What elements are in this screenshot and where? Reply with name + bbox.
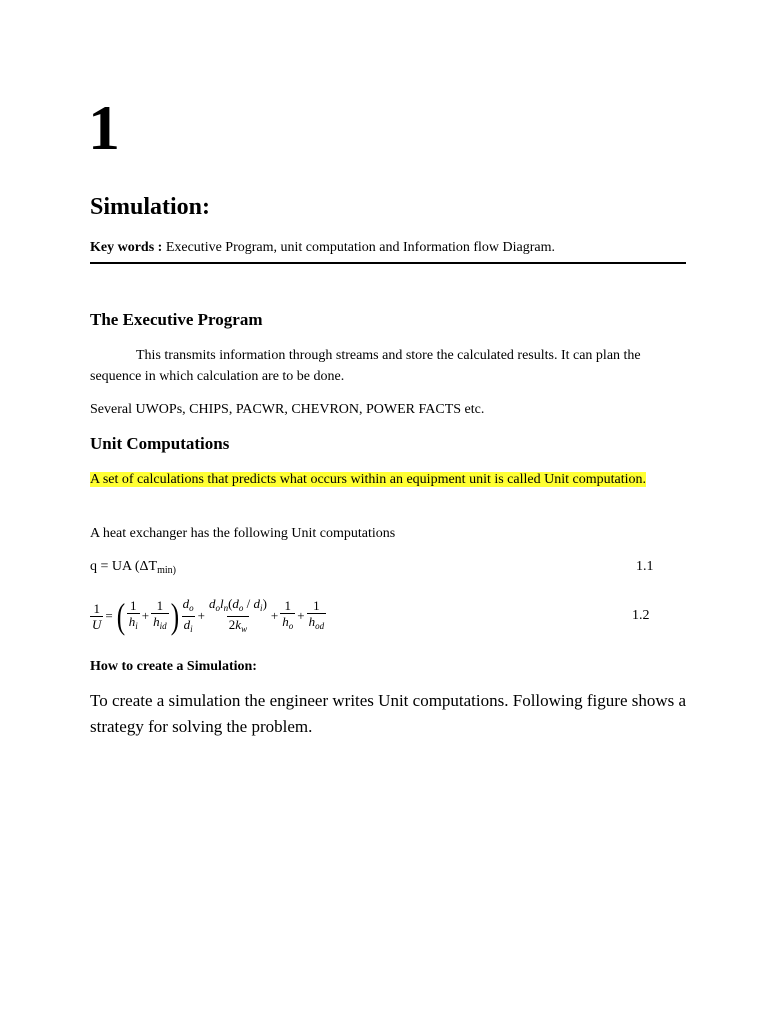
howto-paragraph: To create a simulation the engineer writes Unit computations. Following figure shows a strategy for solving the problem. bbox=[90, 691, 687, 736]
frac-do-over-di: $\frac{d_o}{d_i}$ bbox=[181, 596, 196, 637]
eq1-lhs: q = UA (ΔT bbox=[90, 559, 158, 574]
frac-log-term: $\frac{d_ol_n(d_o / d_i)}{2k_w}$ bbox=[207, 596, 269, 637]
executive-paragraph: This transmits information through streams and store the calculated results. It can plan the sequence in which calculation are to be done. bbox=[90, 348, 641, 384]
heat-exchanger-intro: A heat exchanger has the following Unit computations bbox=[90, 526, 396, 541]
section-heading-executive: The Executive Program bbox=[90, 310, 263, 329]
frac-1-over-hid: $\frac{1}{h_{id}}$ bbox=[151, 598, 169, 634]
frac-1-over-hod: $\frac{1}{h_{od}}$ bbox=[307, 598, 327, 634]
equation-number-1-2: 1.2 bbox=[632, 608, 650, 623]
executive-examples: Several UWOPs, CHIPS, PACWR, CHEVRON, POWER FACTS etc. bbox=[90, 402, 485, 417]
keywords-label: Key words : bbox=[90, 240, 163, 255]
horizontal-rule bbox=[90, 262, 686, 264]
chapter-number: 1 bbox=[88, 92, 120, 163]
frac-1-over-ho: $\frac{1}{h_o}$ bbox=[280, 598, 295, 634]
highlighted-definition bbox=[90, 469, 650, 490]
frac-1-over-U: $\frac{1}{U}$ bbox=[92, 600, 102, 632]
section-heading-unit: Unit Computations bbox=[90, 434, 230, 453]
highlighted-text: A set of calculations that predicts what occurs within an equipment unit is called Unit computation. bbox=[90, 472, 646, 487]
chapter-title: Simulation: bbox=[90, 194, 211, 220]
keywords-line bbox=[90, 239, 555, 257]
section-heading-howto: How to create a Simulation: bbox=[90, 659, 257, 674]
equation-number-1-1: 1.1 bbox=[636, 559, 654, 574]
keywords-text: Executive Program, unit computation and Information flow Diagram. bbox=[162, 240, 556, 255]
equation-1-2: $\frac{1}{U}$ = ( $\frac{1}{h_i}$ + $\frac{1}{h_{id}}$ ) $\frac{d_o}{d_i}$ + $\frac{d_ol_n(d_o / d_i)}{2k_w}$ + $\frac{1}{h_o}$ + $\frac{1}{h_{od}}$ bbox=[92, 595, 325, 636]
frac-1-over-hi: $\frac{1}{h_i}$ bbox=[127, 598, 140, 634]
eq1-subscript: min) bbox=[157, 565, 176, 576]
equation-1-1 bbox=[90, 557, 176, 581]
